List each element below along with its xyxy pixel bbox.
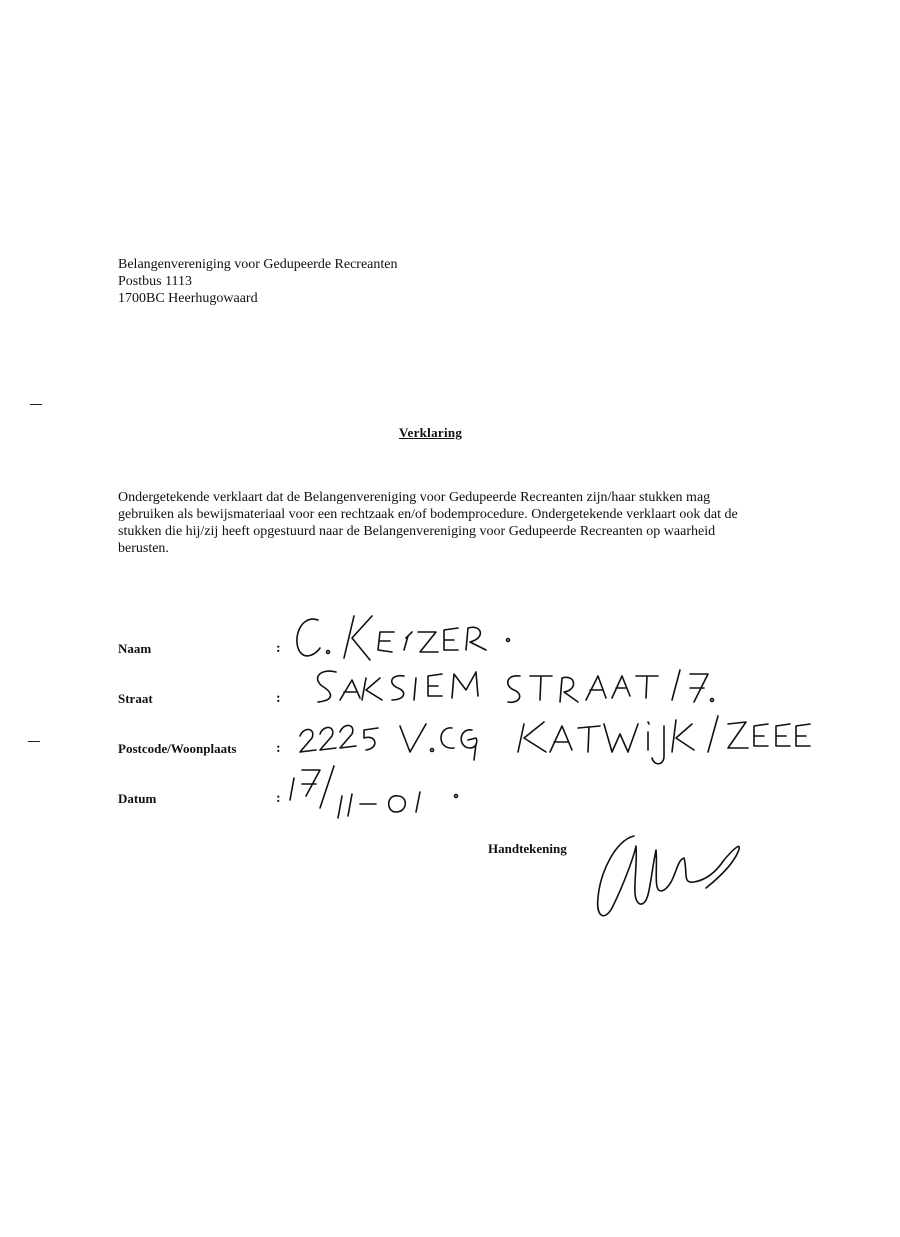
address-line-organisation: Belangenvereniging voor Gedupeerde Recreanten [118,257,398,272]
field-colon-straat: : [276,691,281,706]
sender-address [118,256,398,307]
declaration-text: Ondergetekende verklaart dat de Belangenvereniging voor Gedupeerde Recreanten zijn/haar stukken mag gebruiken als bewijsmateriaal voor een rechtzaak en/of bodemprocedure. Ondergetekende verklaart ook dat de stukken die hij/zij heeft opgestuurd naar de Belangenvereniging voor Gedupeerde Recreanten op waarheid berusten. [118,490,738,556]
field-colon-naam: : [276,641,281,656]
address-line-postcode: 1700BC Heerhugowaard [118,291,258,306]
field-label-straat: Straat [118,691,153,706]
field-label-postcode-woonplaats: Postcode/Woonplaats [118,741,237,756]
field-colon-datum: : [276,791,281,806]
document-title: Verklaring [399,425,463,440]
signature-label: Handtekening [488,841,567,856]
margin-mark-bottom [28,741,40,742]
field-label-naam: Naam [118,641,152,656]
field-label-datum: Datum [118,791,157,806]
field-colon-postcode-woonplaats: : [276,741,281,756]
address-line-postbus: Postbus 1113 [118,274,193,289]
handwritten-straat [318,670,714,702]
handwritten-datum [290,766,458,818]
handwritten-naam [297,616,510,660]
handwritten-postcode-woonplaats [300,716,810,764]
margin-mark-top [30,404,42,405]
signature [598,836,740,916]
